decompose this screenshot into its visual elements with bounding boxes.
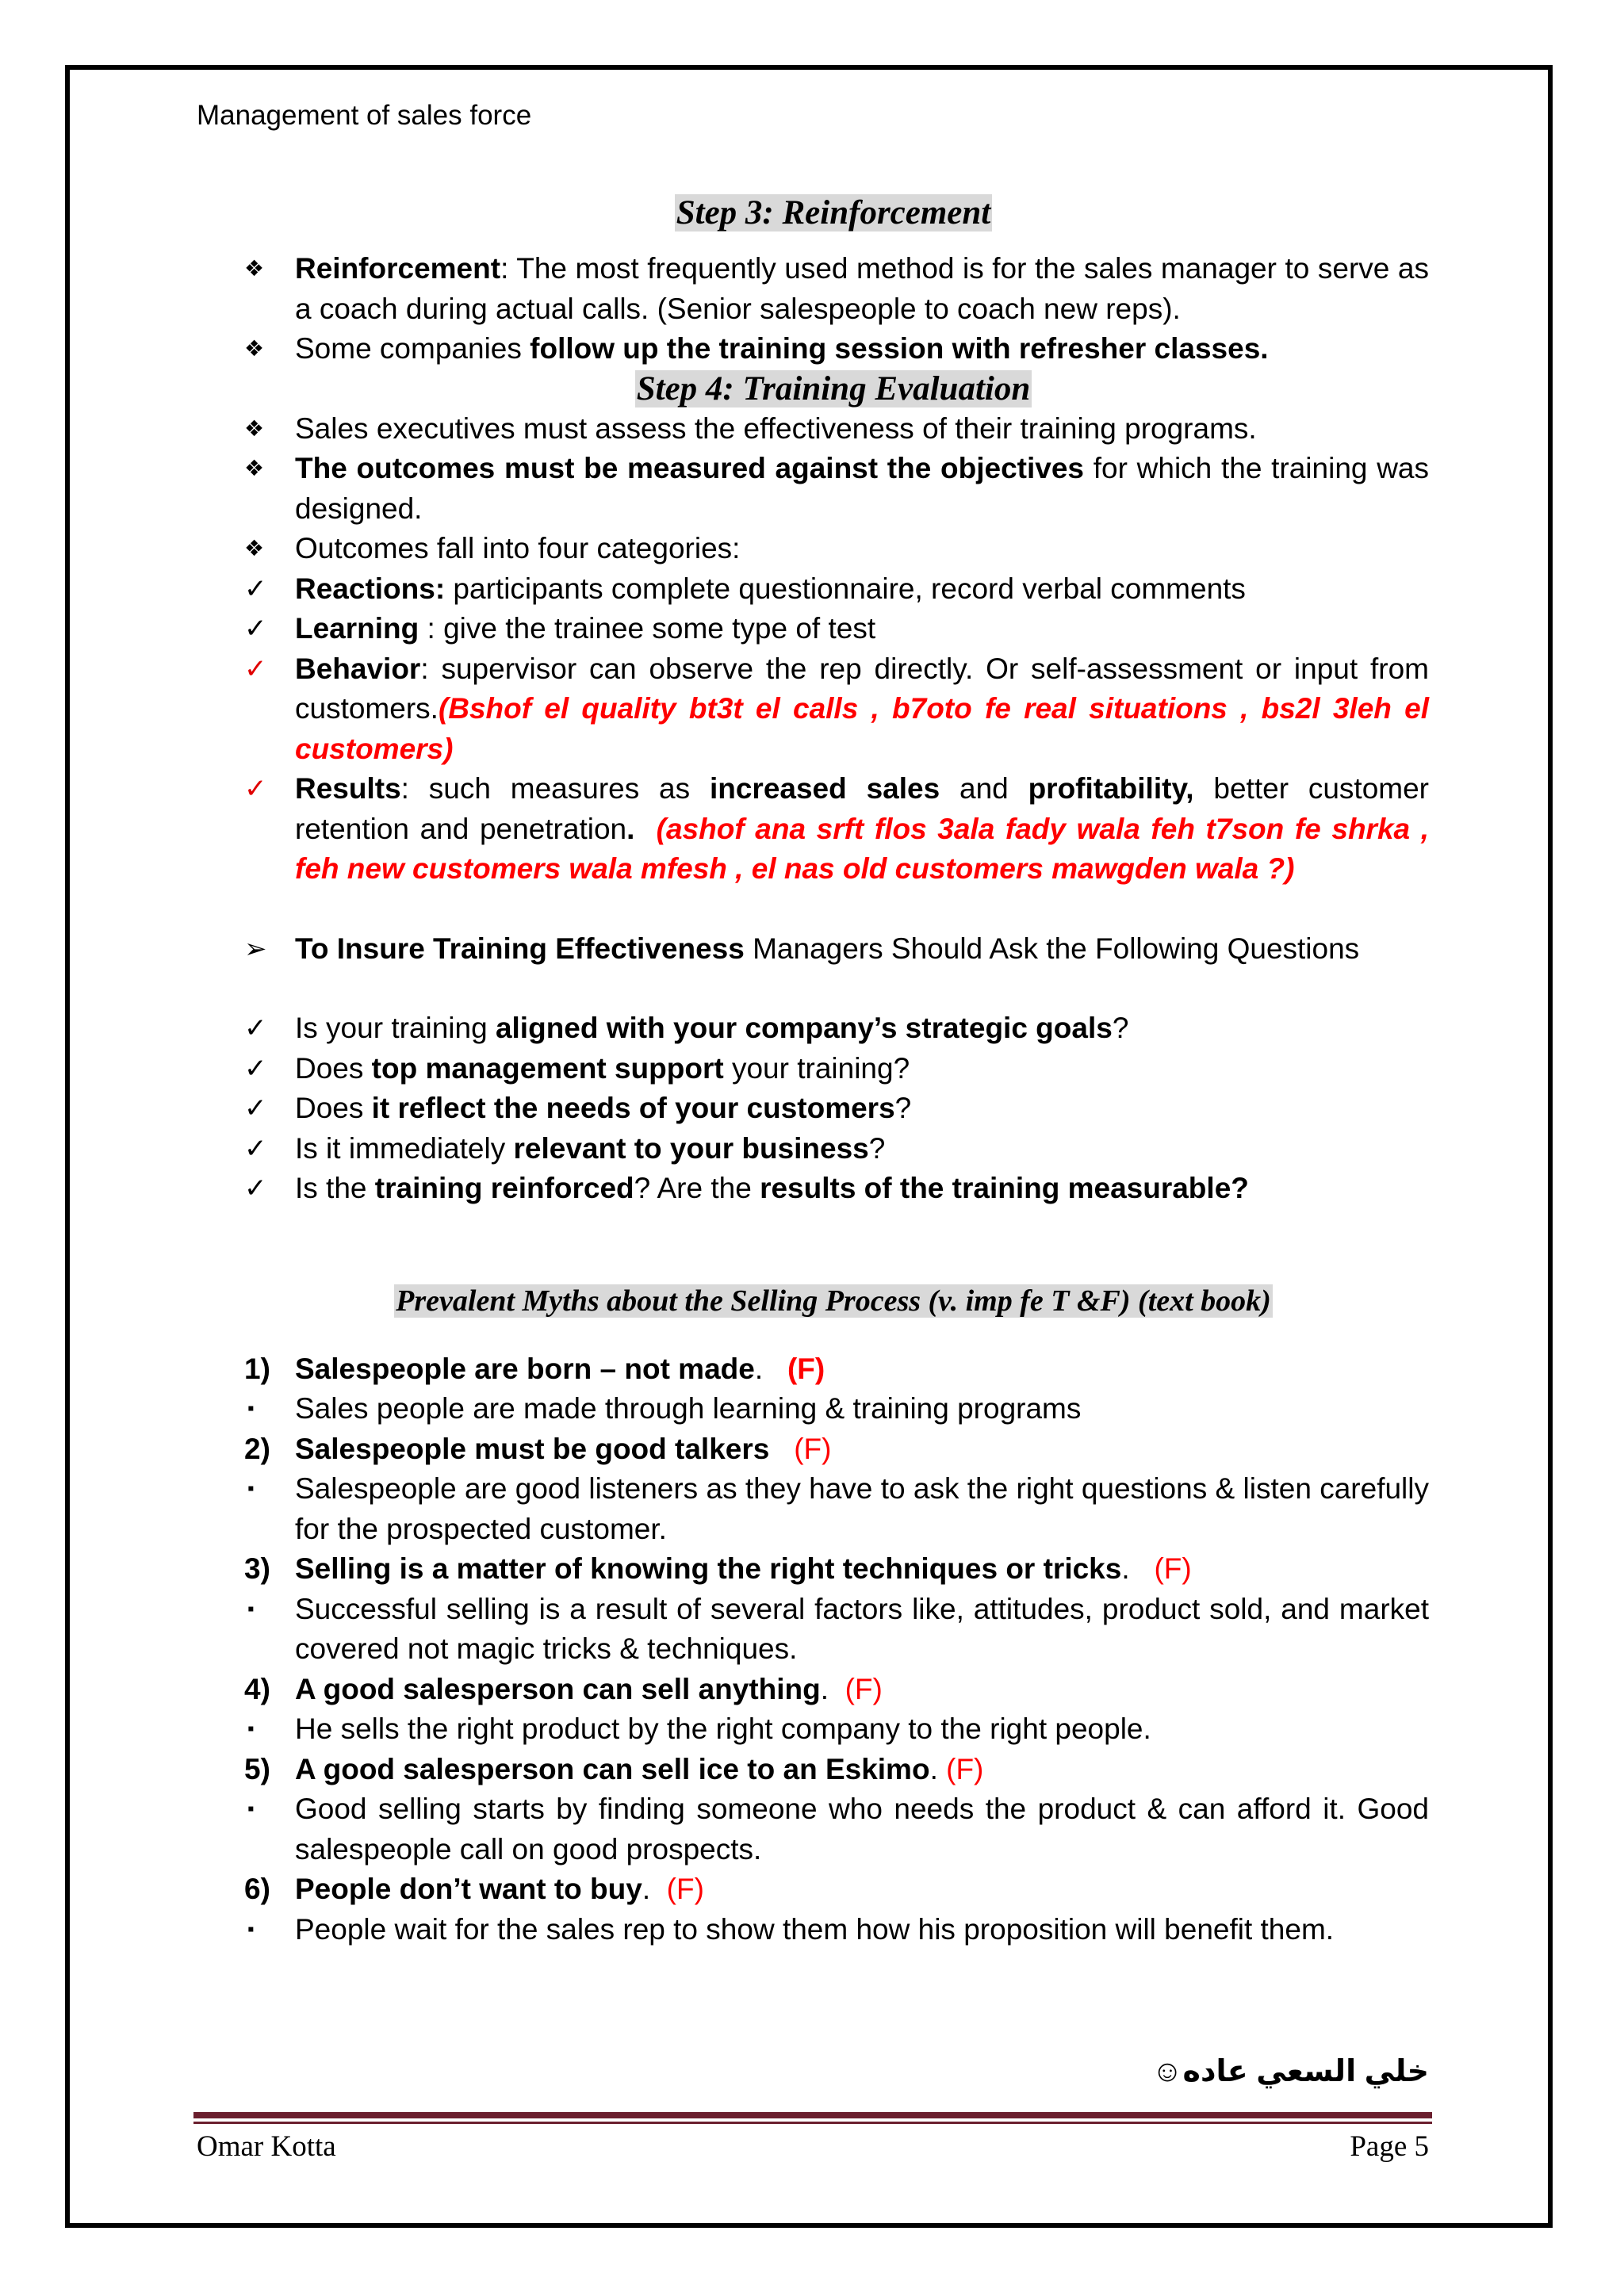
- diamond-bullet-icon: ❖: [244, 456, 265, 480]
- list-item: ✓ Results: such measures as increased sales and profitability, better customer retention and penetration. (ashof ana srft flos 3ala fady wala feh t7son fe shrka , feh new customers wala mfesh , el nas old customers mawgden wala ?): [238, 769, 1429, 890]
- false-flag: (F): [845, 1672, 883, 1705]
- myth-number: 6): [244, 1873, 270, 1905]
- question-item: ✓ Does top management support your training?: [238, 1049, 1429, 1089]
- square-bullet-icon: ▪: [247, 1398, 255, 1419]
- red-note: (ashof ana srft flos 3ala fady wala feh t7son fe shrka , feh new customers wala mfesh , el nas old customers mawgden wala ?): [295, 812, 1429, 885]
- myth-explanation: ▪ Successful selling is a result of several factors like, attitudes, product sold, and market covered not magic tricks & techniques.: [238, 1590, 1429, 1670]
- false-flag: (F): [946, 1752, 984, 1785]
- footer-rule-thin: [193, 2122, 1432, 2124]
- question-item: ✓ Is your training aligned with your company’s strategic goals?: [238, 1008, 1429, 1049]
- arrow-bullet-icon: ➢: [244, 933, 267, 964]
- diamond-bullet-icon: ❖: [244, 256, 265, 281]
- myths-heading: Prevalent Myths about the Selling Process (v. imp fe T &F) (text book): [396, 1284, 1271, 1318]
- myth-explanation: ▪ He sells the right product by the right company to the right people.: [238, 1709, 1429, 1750]
- myth-item: 2) Salespeople must be good talkers (F): [238, 1429, 1429, 1470]
- check-icon: ✓: [244, 1053, 267, 1084]
- effectiveness-intro: ➢ To Insure Training Effectiveness Managers Should Ask the Following Questions: [238, 929, 1429, 970]
- square-bullet-icon: ▪: [247, 1598, 255, 1620]
- check-icon: ✓: [244, 1173, 267, 1203]
- myth-item: 3) Selling is a matter of knowing the right techniques or tricks. (F): [238, 1549, 1429, 1590]
- step3-heading: Step 3: Reinforcement: [676, 194, 991, 232]
- myth-item: 1) Salespeople are born – not made. (F): [238, 1349, 1429, 1390]
- list-item: ❖ The outcomes must be measured against the objectives for which the training was designed.: [238, 449, 1429, 529]
- list-item: ✓ Reactions: participants complete questionnaire, record verbal comments: [238, 569, 1429, 610]
- myth-number: 2): [244, 1432, 270, 1465]
- check-icon: ✓: [244, 1133, 267, 1164]
- arabic-signature: خلي السعي عاده☺: [1151, 2055, 1429, 2088]
- red-note: (Bshof el quality bt3t el calls , b7oto fe real situations , bs2l 3leh el customers): [295, 692, 1429, 765]
- myth-explanation: ▪ Good selling starts by finding someone who needs the product & can afford it. Good salespeople call on good prospects.: [238, 1789, 1429, 1869]
- list-item: ❖ Some companies follow up the training session with refresher classes.: [238, 329, 1429, 369]
- footer-page-number: Page 5: [1350, 2130, 1429, 2163]
- diamond-bullet-icon: ❖: [244, 415, 265, 441]
- check-icon: ✓: [244, 1013, 267, 1043]
- check-icon: ✓: [244, 614, 267, 644]
- footer-rule: [193, 2112, 1432, 2118]
- list-item: ❖ Outcomes fall into four categories:: [238, 529, 1429, 569]
- myth-item: 6) People don’t want to buy. (F): [238, 1869, 1429, 1910]
- question-item: ✓ Is the training reinforced? Are the results of the training measurable?: [238, 1169, 1429, 1209]
- list-item: ❖ Sales executives must assess the effectiveness of their training programs.: [238, 409, 1429, 450]
- false-flag: (F): [666, 1873, 704, 1905]
- page-content: [238, 193, 1429, 1950]
- step4-heading: Step 4: Training Evaluation: [636, 369, 1031, 408]
- diamond-bullet-icon: ❖: [244, 336, 265, 361]
- check-icon: ✓: [244, 1093, 267, 1123]
- myth-number: 3): [244, 1552, 270, 1585]
- square-bullet-icon: ▪: [247, 1718, 255, 1739]
- false-flag: (F): [787, 1352, 825, 1385]
- footer-author: Omar Kotta: [197, 2130, 336, 2163]
- list-item: ✓ Learning : give the trainee some type of test: [238, 609, 1429, 649]
- false-flag: (F): [794, 1432, 832, 1465]
- myth-explanation: ▪ Salespeople are good listeners as they have to ask the right questions & listen carefully for the prospected customer.: [238, 1469, 1429, 1549]
- myth-explanation: ▪ People wait for the sales rep to show them how his proposition will benefit them.: [238, 1910, 1429, 1950]
- square-bullet-icon: ▪: [247, 1798, 255, 1820]
- list-item: ❖ Reinforcement: The most frequently used method is for the sales manager to serve as a coach during actual calls. (Senior salespeople to coach new reps).: [238, 249, 1429, 329]
- myth-number: 5): [244, 1752, 270, 1785]
- question-item: ✓ Does it reflect the needs of your customers?: [238, 1089, 1429, 1129]
- diamond-bullet-icon: ❖: [244, 536, 265, 561]
- myth-number: 4): [244, 1672, 270, 1705]
- myth-item: 5) A good salesperson can sell ice to an Eskimo. (F): [238, 1750, 1429, 1790]
- red-check-icon: ✓: [244, 774, 267, 804]
- myth-item: 4) A good salesperson can sell anything. (F): [238, 1670, 1429, 1710]
- running-header: Management of sales force: [197, 100, 532, 131]
- myth-number: 1): [244, 1352, 270, 1385]
- myth-explanation: ▪ Sales people are made through learning & training programs: [238, 1389, 1429, 1429]
- check-icon: ✓: [244, 573, 267, 604]
- false-flag: (F): [1154, 1552, 1192, 1585]
- square-bullet-icon: ▪: [247, 1918, 255, 1940]
- list-item: ✓ Behavior: supervisor can observe the rep directly. Or self-assessment or input from customers.(Bshof el quality bt3t el calls , b7oto fe real situations , bs2l 3leh el customers): [238, 649, 1429, 770]
- question-item: ✓ Is it immediately relevant to your business?: [238, 1129, 1429, 1169]
- red-check-icon: ✓: [244, 653, 267, 684]
- square-bullet-icon: ▪: [247, 1478, 255, 1499]
